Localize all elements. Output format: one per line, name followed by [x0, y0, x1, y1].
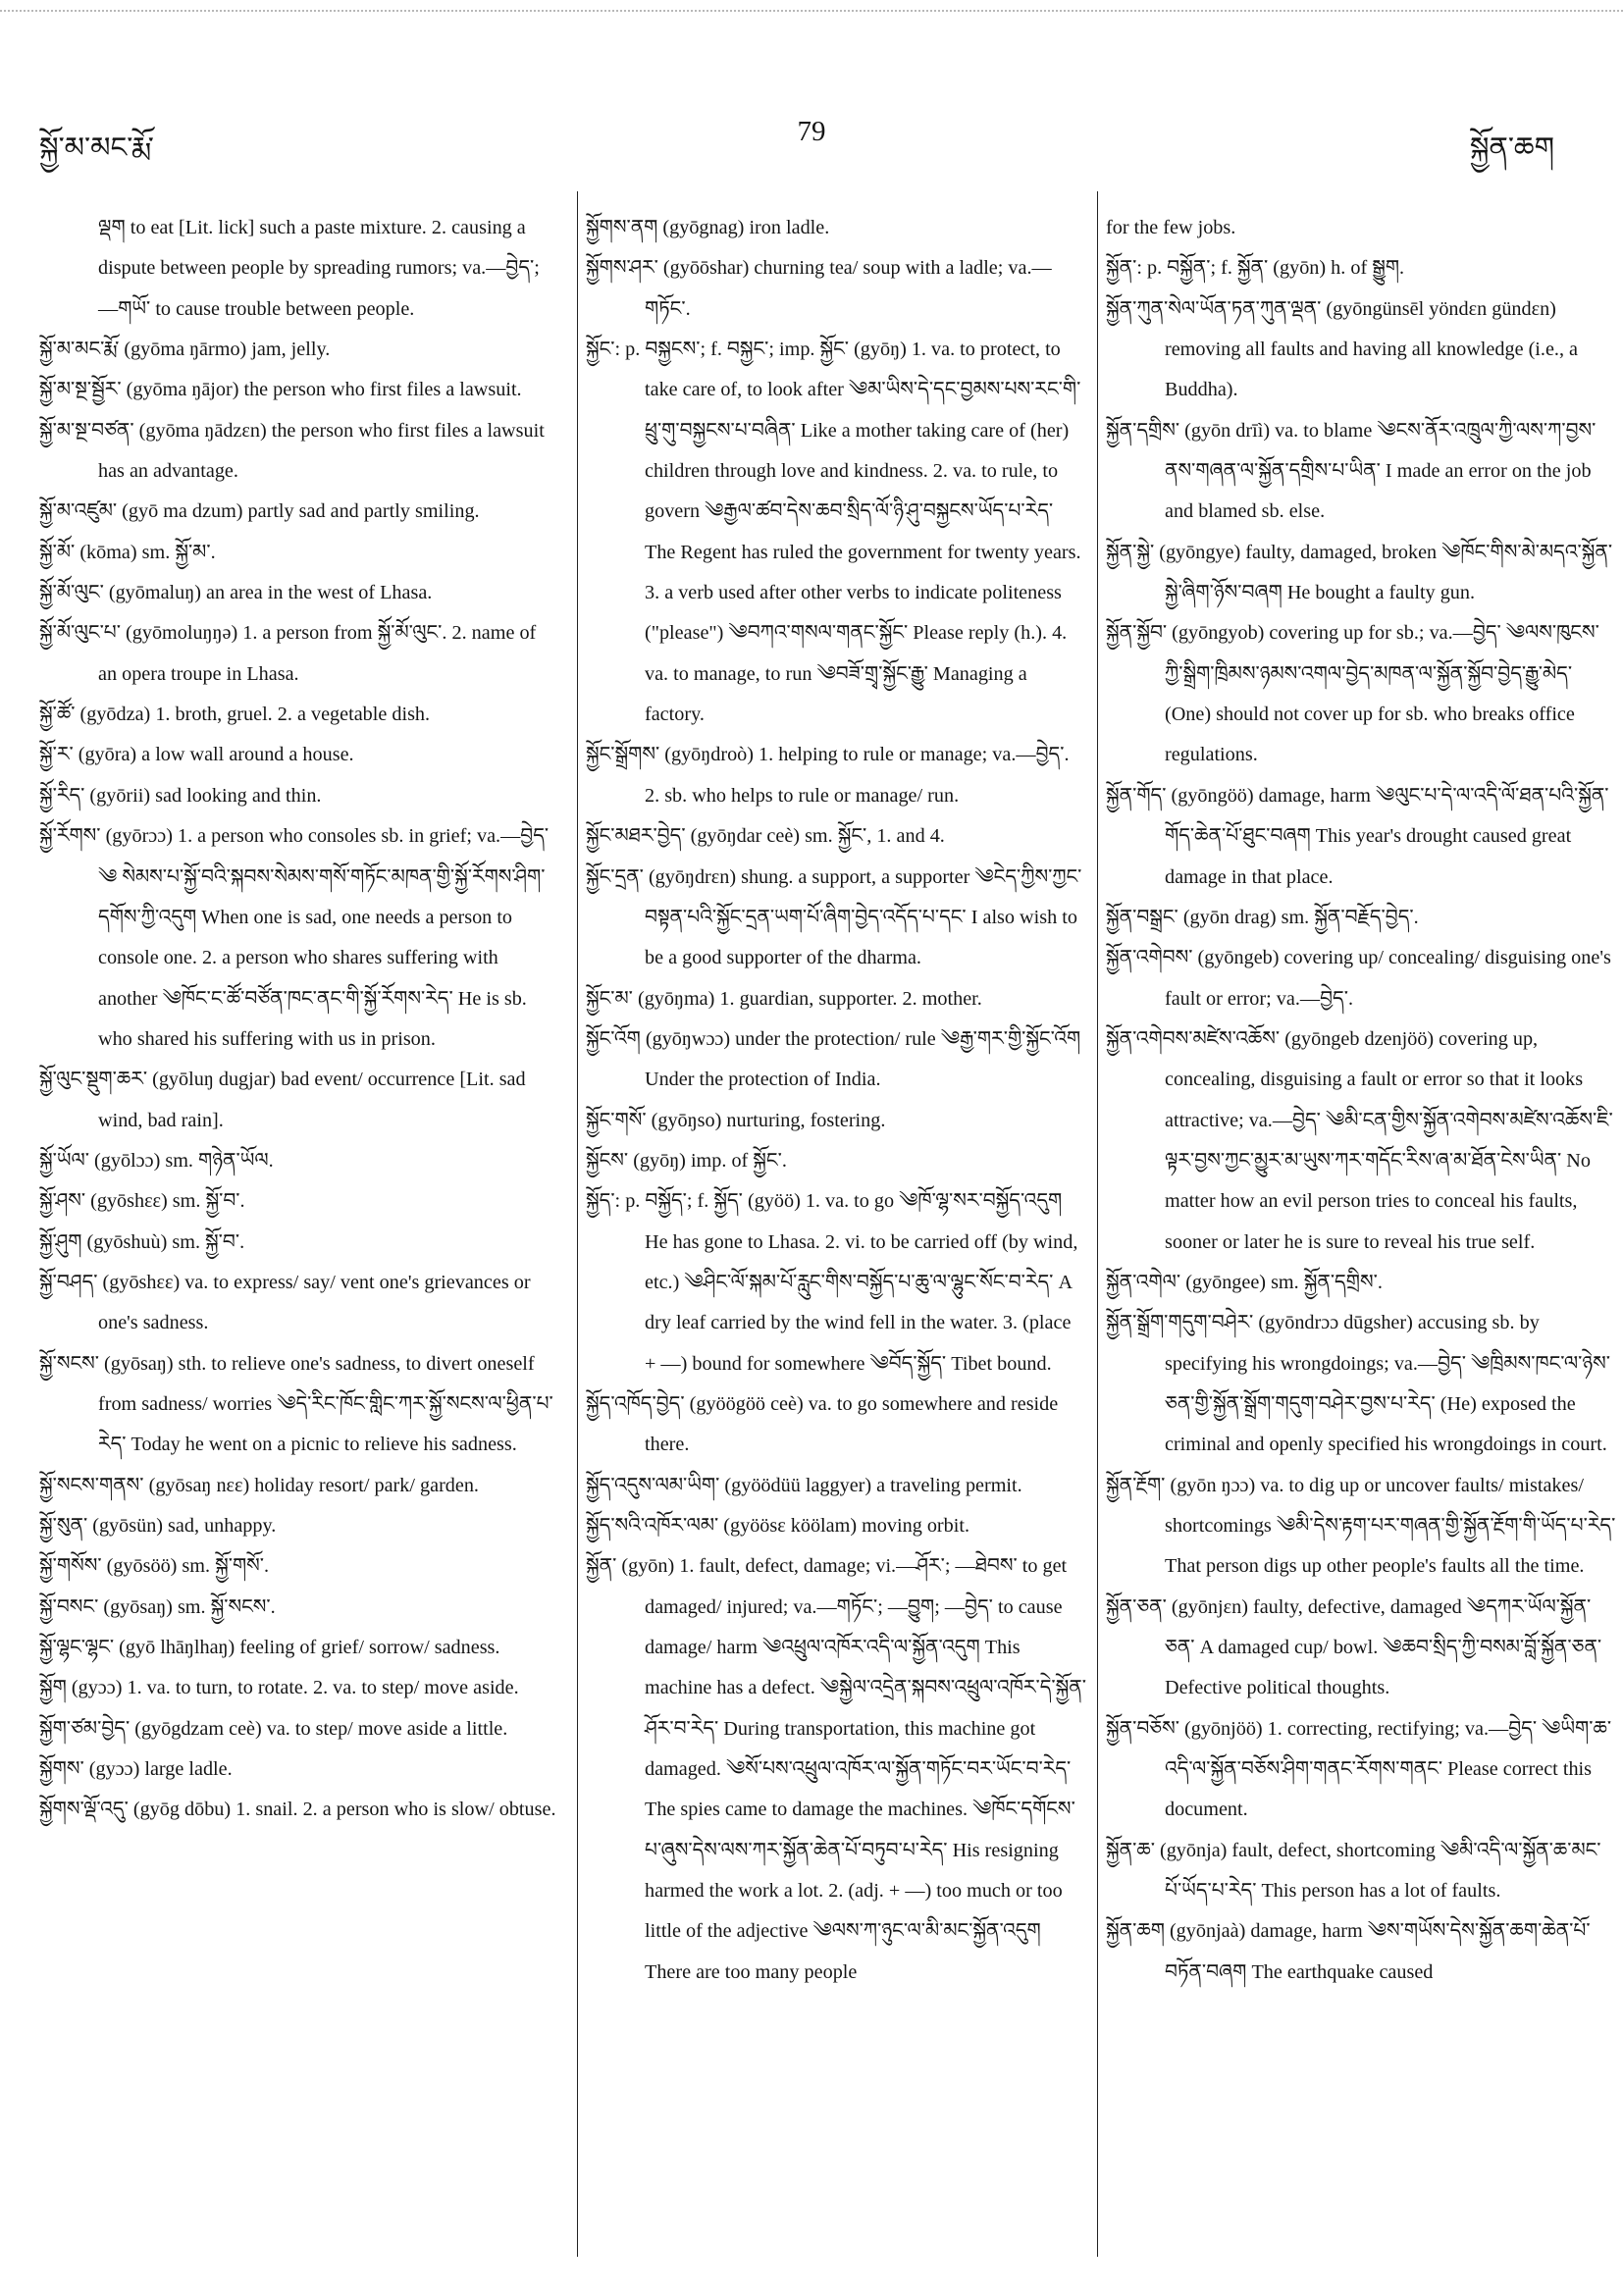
dictionary-entry: སྐྱོན་ (gyōn) 1. fault, defect, damage; vi.—ཤོར་; —ཐེབས་ to get damaged/ injured; va.—གཏོང་; —བྱུག; —བྱེད་ to cause damage/ harm ༄འཕྲུལ་འཁོར་འདི་ལ་སྐྱོན་འདུག This machine has a defect. ༄སྐྱེལ་འདྲེན་སྐབས་འཕྲུལ་འཁོར་དེ་སྐྱོན་ཤོར་བ་རེད་ During transportation, this machine got damaged. ༄སོ་པས་འཕྲུལ་འཁོར་ལ་སྐྱོན་གཏོང་བར་ཡོང་བ་རེད་ The spies came to damage the machines. ༄ཁོང་དགོངས་པ་ཞུས་དེས་ལས་ཀར་སྐྱོན་ཆེན་པོ་བཏུབ་པ་རེད་ His resigning harmed the work a lot. 2. (adj. + —) too much or too little of the adjective ༄ལས་ཀ་ཉུང་ལ་མི་མང་སྐྱོན་འདུག There are too many people: [586, 1555, 1086, 1983]
dictionary-entry: སྐྱོང་དྲན་ (gyōŋdrɛn) shung. a support, a supporter ༄ངེད་ཀྱིས་ཀྱང་བསྟན་པའི་སྐྱོང་དྲན་ཡག་པོ་ཞིག་བྱེད་འདོད་པ་དང་ I also wish to be a good supporter of the dharma.: [586, 865, 1082, 969]
column-3: [1106, 208, 1616, 1993]
dictionary-entry: སྐྱོན་རྔོག་ (gyōn ŋɔɔ) va. to dig up or uncover faults/ mistakes/ shortcomings ༄མི་དེས་རྟག་པར་གཞན་གྱི་སྐྱོན་རྔོག་གི་ཡོད་པ་རེད་ That person digs up other people's faults all the time.: [1106, 1474, 1616, 1578]
dictionary-entry: སྐྱོ་ར་ (gyōra) a low wall around a house.: [39, 744, 354, 766]
dictionary-entry: སྐྱོག་ཙམ་བྱེད་ (gyōgdzam ceè) va. to step/ move aside a little.: [39, 1717, 508, 1740]
dictionary-entry: སྐྱོ་ཡོལ་ (gyōlɔɔ) sm. གཉེན་ཡོལ.: [39, 1149, 274, 1172]
dictionary-entry: སྐྱོ་སུན་ (gyōsün) sad, unhappy.: [39, 1515, 277, 1537]
dictionary-entry: སྐྱོ་མ་མང་རྨོ་ (gyōma ŋārmo) jam, jelly.: [39, 339, 331, 361]
dictionary-entry: སྐྱོ་རོགས་ (gyōrɔɔ) 1. a person who consoles sb. in grief; va.—བྱེད་ ༄ སེམས་པ་སྐྱོ་བའི་སྐབས་སེམས་གསོ་གཏོང་མཁན་གྱི་སྐྱོ་རོགས་ཤིག་དགོས་ཀྱི་འདུག When one is sad, one needs a person to console one. 2. a person who shares suffering with another ༄ཁོང་ང་ཚོ་བཙོན་ཁང་ནང་གི་སྐྱོ་རོགས་རེད་ He is sb. who shared his suffering with us in prison.: [39, 825, 550, 1050]
dictionary-entry: སྐྱོ་མ་འཛུམ་ (gyō ma dzum) partly sad and partly smiling.: [39, 500, 480, 523]
dictionary-entry: སྐྱོད་འདུས་ལམ་ཡིག་ (gyöödüü laggyer) a traveling permit.: [586, 1474, 1022, 1496]
dictionary-entry: སྐྱོ་སངས་ (gyōsaŋ) sth. to relieve one's sadness, to divert oneself from sadness/ worries ༄དེ་རིང་ཁོང་གླིང་ཀར་སྐྱོ་སངས་ལ་ཕྱིན་པ་རེད་ Today he went on a picnic to relieve his sadness.: [39, 1352, 553, 1456]
dictionary-entry: སྐྱོ་ལྷང་ལྷང་ (gyō lhāŋlhaŋ) feeling of grief/ sorrow/ sadness.: [39, 1637, 500, 1659]
header-left-guideword: སྐྱོ་མ་མང་རྨོ་: [39, 132, 154, 164]
dictionary-entry: སྐྱོགས་ལྡོ་འདུ་ (gyōg dōbu) 1. snail. 2. a person who is slow/ obtuse.: [39, 1799, 556, 1821]
dictionary-entry: སྐྱོང་: p. བསྐྱངས་; f. བསྐྱང་; imp. སྐྱོང་ (gyōŋ) 1. va. to protect, to take care of, to look after ༄མ་ཡིས་དེ་དང་བྱམས་པས་རང་གི་ཕྲུ་གུ་བསྐྱངས་པ་བཞིན་ Like a mother taking care of (her) children through love and kindness. 2. va. to rule, to govern ༄རྒྱལ་ཚབ་དེས་ཆབ་སྲིད་ལོ་ཉི་ཤུ་བསྐྱངས་ཡོད་པ་རེད་ The Regent has ruled the government for twenty years. 3. a verb used after other verbs to indicate politeness ("please") ༄བཀའ་གསལ་གནང་སྐྱོང་ Please reply (h.). 4. va. to manage, to run ༄བཟོ་གྲྭ་སྐྱོང་རྒྱུ་ Managing a factory.: [586, 339, 1081, 726]
dictionary-entry: སྐྱོང་མཐར་བྱེད་ (gyōŋdar ceè) sm. སྐྱོང་, 1. and 4.: [586, 825, 945, 848]
dictionary-entry: སྐྱོ་བསང་ (gyōsaŋ) sm. སྐྱོ་སངས་.: [39, 1595, 276, 1618]
dictionary-entry: སྐྱོ་ཤུག (gyōshuù) sm. སྐྱོ་བ་.: [39, 1230, 245, 1253]
page-number: 79: [797, 116, 826, 147]
dictionary-entry: སྐྱོ་སངས་གནས་ (gyōsaŋ nɛɛ) holiday resort/ park/ garden.: [39, 1474, 479, 1496]
dictionary-entry: སྐྱོན་ཆ་ (gyōnja) fault, defect, shortcoming ༄མི་འདི་ལ་སྐྱོན་ཆ་མང་པོ་ཡོད་པ་རེད་ This person has a lot of faults.: [1106, 1839, 1601, 1903]
column-2: [586, 208, 1086, 1993]
dictionary-entry: སྐྱོགས་ (gyɔɔ) large ladle.: [39, 1758, 233, 1781]
dictionary-entry: སྐྱོ་མོ་ (kōma) sm. སྐྱོ་མ་.: [39, 541, 216, 563]
dictionary-entry: སྐྱོན་: p. བསྐྱོན་; f. སྐྱོན་ (gyōn) h. of སྒྱུག.: [1106, 257, 1405, 280]
dictionary-entry: སྐྱོགས་ནག (gyōgnag) iron ladle.: [586, 217, 830, 238]
dictionary-entry: སྐྱོན་དགྲིས་ (gyōn drīì) va. to blame ༄ངས་ནོར་འཁྲུལ་ཀྱི་ལས་ཀ་བྱས་ནས་གཞན་ལ་སྐྱོན་དགྲིས་པ་ཡིན་ I made an error on the job and blamed sb. else.: [1106, 419, 1597, 523]
dictionary-entry: སྐྱོ་ལུང་སྡུག་ཆར་ (gyōluŋ dugjar) bad event/ occurrence [Lit. sad wind, bad rain].: [39, 1069, 526, 1131]
dictionary-entry: སྐྱོན་སྒྲོག་གདུག་བཤེར་ (gyōndrɔɔ dūgsher) accusing sb. by specifying his wrongdoings; va.—བྱེད་ ༄ཁྲིམས་ཁང་ལ་ཉེས་ཅན་གྱི་སྐྱོན་སྒྲོག་གདུག་བཤེར་བྱས་པ་རེད་ (He) exposed the criminal and openly specified his wrongdoings in court.: [1106, 1312, 1611, 1456]
dictionary-entry: སྐྱོ་མ་སྔ་སྦྱོར་ (gyōma ŋājor) the person who first files a lawsuit.: [39, 379, 522, 401]
column-divider-1: [577, 191, 578, 2257]
dictionary-entry: སྐྱོན་ཆག (gyōnjaà) damage, harm ༄ས་གཡོས་དེས་སྐྱོན་ཆག་ཆེན་པོ་བཏོན་བཞག The earthquake caused: [1106, 1920, 1591, 1983]
dictionary-entry: སྐྱོད་འཁོད་བྱེད་ (gyöögöö ceè) va. to go somewhere and reside there.: [586, 1392, 1059, 1456]
column-divider-2: [1097, 191, 1098, 2257]
dictionary-entry: སྐྱོན་འགེལ་ (gyōngee) sm. སྐྱོན་དགྲིས་.: [1106, 1271, 1383, 1293]
top-dotted-rule: [0, 10, 1623, 12]
dictionary-entry: སྐྱོན་བསྒྲང་ (gyōn drag) sm. སྐྱོན་བརྗོད་བྱེད་.: [1106, 906, 1419, 928]
dictionary-entry: སྐྱོན་སྐྱོབ་ (gyōngyob) covering up for sb.; va.—བྱེད་ ༄ལས་ཁུངས་ཀྱི་སྒྲིག་ཁྲིམས་ཉམས་འགལ་བྱེད་མཁན་ལ་སྐྱོན་སྐྱོབ་བྱེད་རྒྱུ་མེད་ (One) should not cover up for sb. who breaks office regulations.: [1106, 622, 1599, 766]
dictionary-entry: སྐྱོན་སྐྱེ་ (gyōngye) faulty, damaged, broken ༄ཁོང་གིས་མེ་མདའ་སྐྱོན་སྐྱེ་ཞིག་ཉོས་བཞག He bought a faulty gun.: [1106, 541, 1613, 604]
column-1: [39, 208, 559, 1831]
dictionary-entry: སྐྱོ་མོ་ལུང་པ་ (gyōmoluŋŋə) 1. a person from སྐྱོ་མོ་ལུང་. 2. name of an opera troupe in Lhasa.: [39, 622, 537, 685]
dictionary-entry: སྐྱོད་: p. བསྐྱོད་; f. སྐྱོད་ (gyöö) 1. va. to go ༄ཁོ་ལྷ་སར་བསྐྱོད་འདུག He has gone to Lhasa. 2. vi. to be carried off (by wind, etc.) ༄ཤིང་ལོ་སྐམ་པོ་རླུང་གིས་བསྐྱོད་པ་ཆུ་ལ་ལྷུང་སོང་བ་རེད་ A dry leaf carried by the wind fell in the water. 3. (place + —) bound for somewhere ༄བོད་སྐྱོད་ Tibet bound.: [586, 1190, 1078, 1375]
dictionary-entry: སྐྱོང་གསོ་ (gyōŋso) nurturing, fostering.: [586, 1109, 886, 1131]
dictionary-entry: སྐྱོ་ཚོ་ (gyōdza) 1. broth, gruel. 2. a vegetable dish.: [39, 704, 431, 726]
dictionary-entry: སྐྱོད་སའི་འཁོར་ལམ་ (gyöösɛ köölam) moving orbit.: [586, 1515, 970, 1537]
dictionary-entry: སྐྱོ་བཤད་ (gyōshɛɛ) va. to express/ say/ vent one's grievances or one's sadness.: [39, 1271, 531, 1334]
dictionary-entry: སྐྱོ་མོ་ལུང་ (gyōmaluŋ) an area in the west of Lhasa.: [39, 582, 433, 604]
dictionary-entry: སྐྱོ་གསོས་ (gyōsöö) sm. སྐྱོ་གསོ་.: [39, 1555, 270, 1578]
dictionary-entry: སྐྱོ་མ་སྔ་བཙན་ (gyōma ŋādzɛn) the person who first files a lawsuit has an advantage.: [39, 419, 545, 483]
dictionary-entry: སྐྱོན་འགེབས་མཛེས་འཆོས་ (gyōngeb dzenjöö) covering up, concealing, disguising a fault or error so that it looks attractive; va.—བྱེད་ ༄མི་ངན་གྱིས་སྐྱོན་འགེབས་མཛེས་འཆོས་ཇི་ལྟར་བྱས་ཀྱང་མྱུར་མ་ཡུས་ཀར་གདོང་རིས་ཞ་མ་ཐོན་ངེས་ཡིན་ No matter how an evil person tries to conceal his faults, sooner or later he is sure to reveal his true self.: [1106, 1027, 1613, 1253]
dictionary-entry: ལྡག to eat [Lit. lick] such a paste mixture. 2. causing a dispute between people by spreading rumors; va.—བྱེད་; —གཡོ་ to cause trouble between people.: [98, 217, 540, 320]
dictionary-entry: སྐྱོགས་ཤར་ (gyōōshar) churning tea/ soup with a ladle; va.—གཏོང་.: [586, 257, 1052, 320]
dictionary-entry: སྐྱོན་ཀུན་སེལ་ཡོན་ཏན་ཀུན་ལྡན་ (gyōngünsēl yöndɛn gündɛn) removing all faults and having all knowledge (i.e., a Buddha).: [1106, 297, 1579, 401]
dictionary-entry: སྐྱོན་བཅོས་ (gyōnjöö) 1. correcting, rectifying; va.—བྱེད་ ༄ཡིག་ཆ་འདི་ལ་སྐྱོན་བཅོས་ཤིག་གནང་རོགས་གནང་ Please correct this document.: [1106, 1717, 1612, 1821]
dictionary-entry: སྐྱོན་འགེབས་ (gyōngeb) covering up/ concealing/ disguising one's fault or error; va.—བྱེད་.: [1106, 947, 1611, 1010]
dictionary-entry: སྐྱོན་གོད་ (gyōngöö) damage, harm ༄ལུང་པ་དེ་ལ་འདི་ལོ་ཐན་པའི་སྐྱོན་གོད་ཆེན་པོ་ཐུང་བཞག This year's drought caused great damage in that place.: [1106, 784, 1609, 888]
dictionary-entry: སྐྱོ་རིད་ (gyōrii) sad looking and thin.: [39, 784, 322, 807]
dictionary-entry: སྐྱོང་མ་ (gyōŋma) 1. guardian, supporter. 2. mother.: [586, 987, 982, 1010]
dictionary-entry: སྐྱོང་སྒྲོགས་ (gyōŋdroò) 1. helping to rule or manage; va.—བྱེད་. 2. sb. who helps to rule or manage/ run.: [586, 744, 1070, 807]
dictionary-entry: སྐྱོངས་ (gyōŋ) imp. of སྐྱོང་.: [586, 1149, 787, 1172]
dictionary-entry: for the few jobs.: [1106, 217, 1236, 238]
dictionary-entry: སྐྱོག (gyɔɔ) 1. va. to turn, to rotate. 2. va. to step/ move aside.: [39, 1677, 519, 1699]
dictionary-entry: སྐྱོན་ཅན་ (gyōnjɛn) faulty, defective, damaged ༄དཀར་ཡོལ་སྐྱོན་ཅན་ A damaged cup/ bowl. ༄ཆབ་སྲིད་ཀྱི་བསམ་བློ་སྐྱོན་ཅན་ Defective political thoughts.: [1106, 1595, 1602, 1699]
header-right-guideword: སྐྱོན་ཆག: [1469, 132, 1554, 164]
dictionary-entry: སྐྱོ་ཤས་ (gyōshɛɛ) sm. སྐྱོ་བ་.: [39, 1190, 245, 1213]
dictionary-entry: སྐྱོང་འོག (gyōŋwɔɔ) under the protection/ rule ༄རྒྱ་གར་གྱི་སྐྱོང་འོག Under the protection of India.: [586, 1027, 1081, 1091]
